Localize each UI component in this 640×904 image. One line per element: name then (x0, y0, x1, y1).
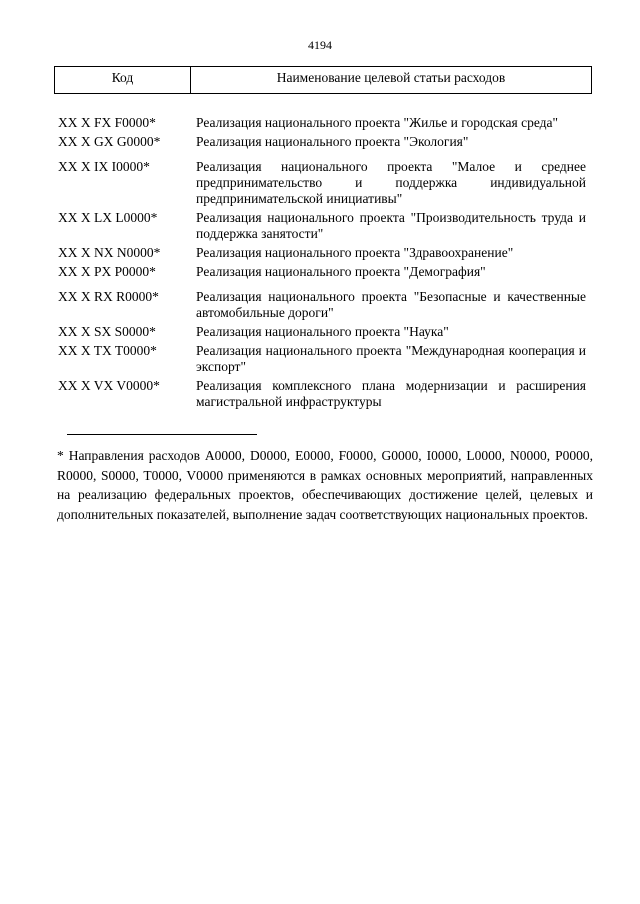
header-name: Наименование целевой статьи расходов (276, 70, 506, 85)
table-row (58, 324, 586, 340)
row-code: XX X RX R0000* (58, 289, 159, 304)
table-row (58, 210, 586, 242)
row-name: Реализация национального проекта "Безопасные и качественные автомобильные дороги" (196, 289, 586, 320)
row-name: Реализация национального проекта "Производительность труда и поддержка занятости" (196, 210, 586, 241)
row-name: Реализация комплексного плана модернизации и расширения магистральной инфраструктуры (196, 378, 586, 409)
row-name: Реализация национального проекта "Здравоохранение" (196, 245, 514, 260)
row-code: XX X FX F0000* (58, 115, 156, 130)
row-name: Реализация национального проекта "Международная кооперация и экспорт" (196, 343, 586, 374)
table-row (58, 378, 586, 410)
row-code: XX X VX V0000* (58, 378, 160, 393)
page-number: 4194 (308, 38, 332, 52)
row-code: XX X NX N0000* (58, 245, 161, 260)
expense-items-list (58, 115, 586, 410)
row-name: Реализация национального проекта "Малое и среднее предпринимательство и поддержка индивидуальной предпринимательской инициативы" (196, 159, 586, 206)
row-name: Реализация национального проекта "Демография" (196, 264, 486, 279)
row-code: XX X SX S0000* (58, 324, 156, 339)
row-code: XX X LX L0000* (58, 210, 158, 225)
header-code: Код (55, 67, 191, 93)
footnote: * Направления расходов A0000, D0000, E0000, F0000, G0000, I0000, L0000, N0000, P0000, R0000, S0000, T0000, V0000 применяются в рамках основных мероприятий, направленных на реализацию федеральных проектов, обеспечивающих достижение целей, целевых и дополнительных показателей, выполнение задач соответствующих национальных проектов. (57, 448, 593, 522)
row-name: Реализация национального проекта "Жилье и городская среда" (196, 115, 559, 130)
table-row (58, 134, 586, 150)
row-name: Реализация национального проекта "Экология" (196, 134, 469, 149)
table-row (58, 115, 586, 131)
row-code: XX X PX P0000* (58, 264, 156, 279)
footnote-divider (67, 434, 257, 435)
table-header (54, 66, 592, 94)
table-row (58, 245, 586, 261)
row-code: XX X TX T0000* (58, 343, 157, 358)
row-code: XX X GX G0000* (58, 134, 161, 149)
table-row (58, 343, 586, 375)
table-row (58, 264, 586, 280)
table-row (58, 159, 586, 207)
table-row (58, 289, 586, 321)
row-name: Реализация национального проекта "Наука" (196, 324, 449, 339)
row-code: XX X IX I0000* (58, 159, 150, 174)
